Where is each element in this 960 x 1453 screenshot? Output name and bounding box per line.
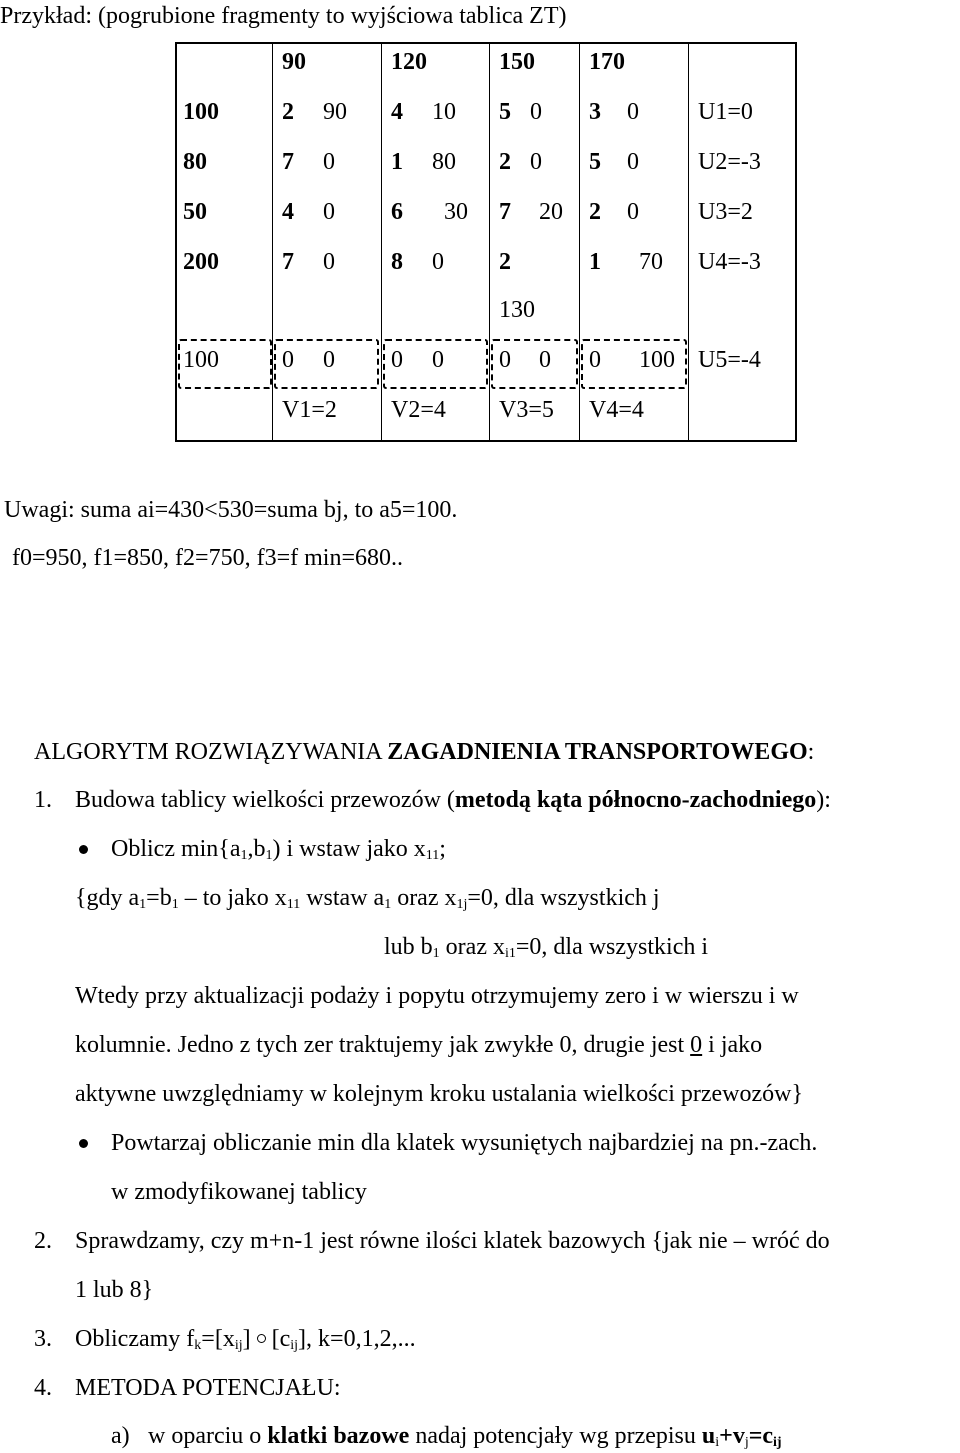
potential-v: V1=2 bbox=[282, 397, 337, 423]
lub-text: lub $b_1$ oraz $x_{i1}=0$, dla wszystkich i bbox=[384, 934, 709, 961]
grid-vline bbox=[579, 42, 580, 442]
step-2-continuation: 1 lub 8} bbox=[75, 1277, 154, 1303]
step-1-text: Budowa tablicy wielkości przewozów (metodą kąta północno-zachodniego): bbox=[75, 787, 831, 813]
table-border-right bbox=[795, 42, 797, 442]
cost-value: 4 bbox=[391, 99, 403, 125]
note-uwagi: Uwagi: suma ai=430<530=suma bj, to a5=100. bbox=[4, 497, 458, 523]
supply-cell: 80 bbox=[183, 149, 207, 175]
potential-v: V2=4 bbox=[391, 397, 446, 423]
bullet-2-text: Powtarzaj obliczanie min dla klatek wysuniętych najbardziej na pn.-zach. bbox=[111, 1130, 818, 1156]
flow-value: 130 bbox=[499, 297, 535, 323]
flow-value: 20 bbox=[539, 199, 563, 225]
flow-value: 0 bbox=[432, 249, 444, 275]
bullet-icon bbox=[79, 845, 88, 854]
cost-value: 0 bbox=[391, 347, 403, 373]
step-3-text: Obliczamy $f_k=[x_{ij}]$ $[c_{ij}]$, k=0,1,2,... bbox=[75, 1326, 416, 1353]
cost-value: 7 bbox=[282, 149, 294, 175]
cost-value: 5 bbox=[499, 99, 511, 125]
table-border-top bbox=[175, 42, 797, 44]
wtedy-line-3: aktywne uwzględniamy w kolejnym kroku ustalania wielkości przewozów} bbox=[75, 1081, 803, 1107]
intro-text: Przykład: (pogrubione fragmenty to wyjściowa tablica ZT) bbox=[0, 3, 567, 29]
cost-value: 1 bbox=[391, 149, 403, 175]
transport-table bbox=[175, 42, 797, 442]
flow-value: 70 bbox=[639, 249, 663, 275]
step-3-number: 3. bbox=[34, 1326, 52, 1352]
cost-value: 6 bbox=[391, 199, 403, 225]
wtedy-line-2: kolumnie. Jedno z tych zer traktujemy jak zwykłe 0, drugie jest 0 i jako bbox=[75, 1032, 763, 1058]
note-fvalues: f0=950, f1=850, f2=750, f3=f min=680.. bbox=[12, 545, 403, 571]
demand-cell: 90 bbox=[282, 49, 306, 75]
flow-value: 0 bbox=[530, 99, 542, 125]
flow-value: 80 bbox=[432, 149, 456, 175]
step-4a-text: w oparciu o klatki bazowe nadaj potencjały wg przepisu $u_i+v_j=c_{ij}$ bbox=[148, 1423, 782, 1450]
demand-cell: 120 bbox=[391, 49, 427, 75]
potential-u: U5=-4 bbox=[698, 347, 761, 373]
flow-value: 0 bbox=[323, 199, 335, 225]
potential-v: V3=5 bbox=[499, 397, 554, 423]
composition-ring-icon bbox=[257, 1334, 266, 1343]
cost-value: 8 bbox=[391, 249, 403, 275]
supply-cell: 100 bbox=[183, 99, 219, 125]
supply-cell: 50 bbox=[183, 199, 207, 225]
grid-vline bbox=[272, 42, 273, 442]
cost-value: 5 bbox=[589, 149, 601, 175]
cost-value: 2 bbox=[589, 199, 601, 225]
step-2-number: 2. bbox=[34, 1228, 52, 1254]
step-4a-label: a) bbox=[111, 1423, 130, 1449]
table-border-bottom bbox=[175, 440, 797, 442]
flow-value: 0 bbox=[323, 347, 335, 373]
potential-u: U1=0 bbox=[698, 99, 753, 125]
cost-value: 1 bbox=[589, 249, 601, 275]
cost-value: 2 bbox=[499, 249, 511, 275]
grid-vline bbox=[688, 42, 689, 442]
step-2-text: Sprawdzamy, czy m+n-1 jest równe ilości klatek bazowych {jak nie – wróć do bbox=[75, 1228, 830, 1254]
demand-cell: 150 bbox=[499, 49, 535, 75]
bullet-icon bbox=[79, 1139, 88, 1148]
cost-value: 0 bbox=[282, 347, 294, 373]
potential-u: U3=2 bbox=[698, 199, 753, 225]
cost-value: 7 bbox=[499, 199, 511, 225]
flow-value: 10 bbox=[432, 99, 456, 125]
flow-value: 0 bbox=[432, 347, 444, 373]
bullet-2-continuation: w zmodyfikowanej tablicy bbox=[111, 1179, 367, 1205]
cost-value: 3 bbox=[589, 99, 601, 125]
cost-value: 4 bbox=[282, 199, 294, 225]
gdy-text: {gdy $a_1=b_1$ – to jako $x_{11}$ wstaw $a_1$ oraz $x_{1j}=0$, dla wszystkich j bbox=[75, 885, 660, 912]
bullet-1-text: Oblicz $\min\{a_1,b_1)$ i wstaw jako $x_{11}$; bbox=[111, 836, 446, 863]
step-4-text: METODA POTENCJAŁU: bbox=[75, 1375, 341, 1401]
cost-value: 7 bbox=[282, 249, 294, 275]
flow-value: 90 bbox=[323, 99, 347, 125]
potential-u: U4=-3 bbox=[698, 249, 761, 275]
grid-vline bbox=[381, 42, 382, 442]
demand-cell: 170 bbox=[589, 49, 625, 75]
flow-value: 0 bbox=[323, 249, 335, 275]
flow-value: 0 bbox=[627, 99, 639, 125]
cost-value: 0 bbox=[499, 347, 511, 373]
flow-value: 0 bbox=[539, 347, 551, 373]
cost-value: 2 bbox=[499, 149, 511, 175]
wtedy-line-1: Wtedy przy aktualizacji podaży i popytu otrzymujemy zero i w wierszu i w bbox=[75, 983, 799, 1009]
flow-value: 0 bbox=[323, 149, 335, 175]
step-4-number: 4. bbox=[34, 1375, 52, 1401]
step-1-number: 1. bbox=[34, 787, 52, 813]
grid-vline bbox=[489, 42, 490, 442]
cost-value: 0 bbox=[589, 347, 601, 373]
flow-value: 0 bbox=[530, 149, 542, 175]
algorithm-title: ALGORYTM ROZWIĄZYWANIA ZAGADNIENIA TRANSPORTOWEGO: bbox=[34, 739, 815, 765]
flow-value: 30 bbox=[444, 199, 468, 225]
supply-cell: 200 bbox=[183, 249, 219, 275]
cost-value: 2 bbox=[282, 99, 294, 125]
flow-value: 0 bbox=[627, 199, 639, 225]
potential-u: U2=-3 bbox=[698, 149, 761, 175]
potential-v: V4=4 bbox=[589, 397, 644, 423]
supply-cell: 100 bbox=[183, 347, 219, 373]
flow-value: 100 bbox=[639, 347, 675, 373]
table-border-left bbox=[175, 42, 177, 442]
flow-value: 0 bbox=[627, 149, 639, 175]
